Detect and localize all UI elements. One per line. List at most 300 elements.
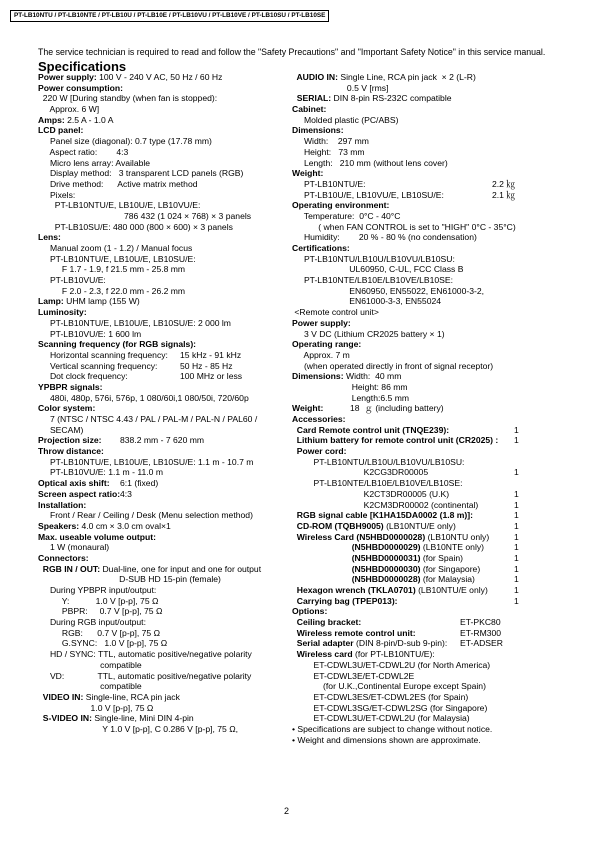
spec-text: [292, 232, 477, 243]
spec-line: [38, 617, 288, 628]
spec-text: [38, 457, 253, 468]
spec-text: [292, 296, 441, 307]
spec-value: EN61000-3-3, EN55024: [292, 296, 442, 307]
spec-line: [38, 606, 288, 617]
spec-line: [292, 671, 582, 682]
spec-line: [38, 136, 288, 147]
spec-text: [292, 361, 493, 372]
spec-text: [38, 243, 192, 254]
spec-text: [292, 125, 344, 136]
spec-line: [38, 243, 288, 254]
spec-value: K2CG3DR00005: [292, 467, 429, 478]
spec-label: Serial adapter: [292, 638, 354, 649]
spec-text: [292, 532, 489, 543]
spec-text: [292, 307, 379, 318]
spec-text: [292, 617, 361, 628]
spec-line: [292, 72, 582, 83]
spec-line: [38, 564, 288, 575]
spec-value: K2CM3DR00002 (continental): [292, 499, 479, 510]
spec-text: [292, 286, 484, 297]
spec-text: [292, 72, 476, 83]
spec-line: [292, 104, 582, 115]
spec-text: [292, 681, 486, 692]
spec-value: K2CT3DR00005 (U.K): [292, 488, 450, 499]
spec-value: Approx. 7 m: [292, 349, 350, 360]
spec-line: [292, 660, 582, 671]
model-header: PT-LB10NTU / PT-LB10NTE / PT-LB10U / PT-LB10E / PT-LB10VU / PT-LB10VE / PT-LB10SU / PT-LB10SE: [10, 10, 329, 22]
spec-line: [292, 467, 582, 478]
spec-text: [292, 339, 361, 350]
spec-line: [38, 681, 288, 692]
spec-value: Drive method: Active matrix method: [38, 178, 198, 189]
spec-value: 1: [514, 435, 519, 446]
spec-text: [38, 628, 160, 639]
spec-value: (LB10NTU/E only): [383, 520, 456, 531]
spec-label: Screen aspect ratio:: [38, 488, 121, 499]
spec-text: [292, 435, 498, 446]
spec-text: [38, 660, 142, 671]
spec-text: [292, 564, 480, 575]
spec-line: [292, 457, 582, 468]
spec-value: Width: 297 mm: [292, 136, 369, 147]
spec-line: [38, 425, 288, 436]
spec-line: [292, 585, 582, 596]
spec-value: PT-LB10NTU/E:: [292, 178, 366, 189]
spec-label: Power cord:: [292, 446, 347, 457]
spec-line: [292, 168, 582, 179]
spec-label: Lens:: [38, 232, 61, 243]
spec-line: [292, 617, 582, 628]
spec-label: Weight:: [292, 168, 324, 179]
spec-label: VIDEO IN:: [38, 691, 84, 702]
spec-text: [38, 190, 75, 201]
spec-value: 7 (NTSC / NTSC 4.43 / PAL / PAL-M / PAL-N / PAL60 /: [38, 414, 258, 424]
spec-line: [292, 414, 582, 425]
spec-label: Operating range:: [292, 339, 362, 350]
spec-line: [292, 489, 582, 500]
spec-text: [38, 500, 86, 511]
spec-value: 1.0 V [p-p], 75 Ω: [38, 702, 154, 713]
spec-label: (N5HBD0000031): [292, 552, 421, 563]
spec-label: Throw distance:: [38, 446, 104, 457]
spec-text: [38, 361, 157, 372]
spec-text: [38, 307, 87, 318]
spec-value: 2.2 ㎏: [492, 178, 515, 189]
spec-text: [38, 553, 89, 564]
spec-value: ET-CDWL3SG/ET-CDWL2SG (for Singapore): [292, 702, 488, 713]
spec-line: [38, 414, 288, 425]
spec-line: [292, 232, 582, 243]
spec-line: [292, 222, 582, 233]
page-number: 2: [284, 806, 290, 816]
specs-left-column: [38, 72, 288, 735]
spec-value: F 2.0 - 2.3, f 22.0 mm - 26.2 mm: [38, 285, 186, 296]
spec-value: PT-LB10VU/E:: [38, 275, 106, 286]
spec-label: (N5HBD0000029): [292, 542, 421, 553]
spec-value: PT-LB10U/E, LB10VU/E, LB10SU/E:: [292, 189, 444, 200]
spec-label: Speakers:: [38, 520, 80, 531]
spec-value: (for PT-LB10NTU/E):: [352, 649, 435, 660]
spec-line: [38, 158, 288, 169]
spec-line: [292, 147, 582, 158]
spec-line: [38, 692, 288, 703]
spec-label: Wireless Card (N5HBD0000028): [292, 531, 426, 542]
spec-line: [292, 564, 582, 575]
spec-line: [292, 83, 582, 94]
spec-line: [292, 628, 582, 639]
spec-value: PBPR: 0.7 V [p-p], 75 Ω: [38, 606, 163, 617]
spec-label: Amps:: [38, 114, 65, 125]
spec-value: ( when FAN CONTROL is set to "HIGH" 0°C - 35°C): [292, 221, 516, 232]
spec-text: [38, 329, 141, 340]
spec-text: [38, 532, 156, 543]
spec-text: [292, 318, 351, 329]
spec-line: [38, 179, 288, 190]
spec-line: [292, 158, 582, 169]
spec-value: 220 W [During standby (when fan is stopped):: [38, 93, 218, 104]
spec-value: 100 V - 240 V AC, 50 Hz / 60 Hz: [96, 72, 223, 82]
spec-value: Front / Rear / Ceiling / Desk (Menu selection method): [38, 510, 253, 521]
spec-label: Accessories:: [292, 414, 346, 424]
spec-line: [292, 521, 582, 532]
spec-label: Weight:: [292, 403, 324, 414]
spec-label: AUDIO IN:: [292, 72, 338, 82]
spec-line: [292, 435, 582, 446]
spec-value: 1: [514, 542, 519, 553]
spec-text: [292, 104, 326, 115]
spec-value: ET-ADSER: [460, 638, 503, 649]
spec-line: [292, 681, 582, 692]
spec-line: [292, 307, 582, 318]
spec-label: Hexagon wrench (TKLA0701): [292, 585, 416, 595]
spec-label: Projection size:: [38, 435, 102, 446]
spec-line: [38, 649, 288, 660]
spec-line: [38, 521, 288, 532]
spec-value: D-SUB HD 15-pin (female): [38, 574, 221, 585]
spec-line: [292, 179, 582, 190]
spec-line: [292, 371, 582, 382]
spec-value: ET-CDWL3E/ET-CDWL2E: [292, 670, 415, 681]
spec-label: Wireless remote control unit:: [292, 627, 416, 638]
spec-value: 15 kHz - 91 kHz: [180, 349, 242, 360]
spec-text: [38, 168, 243, 179]
spec-value: Single Line, RCA pin jack × 2 (L-R): [338, 72, 476, 82]
spec-text: [38, 489, 120, 500]
spec-value: HD / SYNC: TTL, automatic positive/negative polarity: [38, 649, 252, 660]
spec-text: [38, 318, 231, 329]
spec-value: (DIN 8-pin/D-sub 9-pin):: [353, 638, 448, 649]
spec-line: [38, 574, 288, 585]
spec-value: PT-LB10NTU/LB10U/LB10VU/LB10SU:: [292, 253, 455, 264]
spec-line: [292, 318, 582, 329]
safety-notice: The service technician is required to read and follow the "Safety Precautions" and "Important Safety Notice" in this service manual.: [38, 47, 546, 57]
spec-label: SERIAL:: [292, 93, 332, 104]
spec-line: [38, 254, 288, 265]
spec-text: [38, 158, 150, 169]
spec-line: [38, 83, 288, 94]
spec-text: [38, 692, 180, 703]
spec-label: RGB IN / OUT:: [38, 563, 101, 574]
spec-text: [292, 446, 346, 457]
spec-text: [292, 136, 369, 147]
spec-text: [292, 574, 475, 585]
spec-value: (LB10NTU only): [425, 531, 490, 542]
spec-value: 50 Hz - 85 Hz: [180, 360, 233, 371]
spec-line: [38, 457, 288, 468]
spec-label: Operating environment:: [292, 200, 390, 211]
spec-value: (for U.K.,Continental Europe except Spain): [292, 681, 486, 692]
spec-text: [292, 510, 473, 521]
spec-value: 1: [514, 585, 519, 595]
spec-text: [38, 638, 167, 649]
spec-value: PT-LB10SU/E: 480 000 (800 × 600) × 3 panels: [38, 221, 233, 232]
spec-line: [38, 72, 288, 83]
spec-label: Power consumption:: [38, 82, 123, 93]
spec-label: LCD panel:: [38, 125, 84, 136]
spec-line: [38, 125, 288, 136]
spec-text: [292, 703, 487, 714]
spec-line: [292, 264, 582, 275]
spec-line: [292, 254, 582, 265]
spec-label: Cabinet:: [292, 104, 327, 115]
spec-value: PT-LB10NTE/LB10E/LB10VE/LB10SE:: [292, 478, 463, 489]
spec-text: [292, 115, 399, 126]
spec-label: Wireless card: [292, 649, 353, 660]
spec-value: During YPBPR input/output:: [38, 585, 157, 595]
spec-line: [292, 638, 582, 649]
spec-line: [292, 649, 582, 660]
spec-text: [38, 585, 156, 596]
spec-line: [38, 671, 288, 682]
spec-label: Luminosity:: [38, 307, 87, 318]
spec-line: [292, 692, 582, 703]
spec-line: [38, 478, 288, 489]
spec-text: [38, 211, 251, 222]
spec-text: [38, 125, 83, 136]
spec-line: [38, 93, 288, 104]
spec-value: RGB: 0.7 V [p-p], 75 Ω: [38, 627, 161, 638]
spec-line: [38, 467, 288, 478]
spec-line: [292, 211, 582, 222]
spec-line: [292, 275, 582, 286]
spec-value: 1: [514, 488, 519, 499]
spec-value: 1: [514, 424, 519, 435]
spec-value: Y 1.0 V [p-p], C 0.286 V [p-p], 75 Ω,: [38, 723, 239, 734]
spec-text: [38, 179, 198, 190]
spec-text: [38, 510, 253, 521]
spec-text: [292, 190, 444, 201]
spec-text: [38, 222, 233, 233]
spec-text: [292, 371, 401, 382]
spec-text: [38, 681, 142, 692]
spec-value: compatible: [38, 659, 142, 670]
spec-value: Temperature: 0°C - 40°C: [292, 210, 401, 221]
spec-line: [38, 500, 288, 511]
spec-label: CD-ROM (TQBH9005): [292, 520, 384, 531]
spec-value: 786 432 (1 024 × 768) × 3 panels: [38, 210, 252, 221]
spec-line: [38, 200, 288, 211]
spec-text: [38, 339, 196, 350]
spec-line: [38, 296, 288, 307]
spec-value: Length: 210 mm (without lens cover): [292, 157, 448, 168]
spec-line: [38, 339, 288, 350]
spec-value: 1: [514, 595, 519, 606]
spec-line: [292, 190, 582, 201]
spec-line: [292, 286, 582, 297]
spec-label: Scanning frequency (for RGB signals):: [38, 339, 197, 350]
spec-value: (LB10NTU/E only): [415, 585, 488, 595]
spec-text: [292, 606, 327, 617]
spec-value: 4:3: [120, 488, 132, 499]
spec-text: [292, 425, 449, 436]
spec-text: [292, 596, 398, 607]
spec-label: Optical axis shift:: [38, 478, 110, 489]
spec-value: During RGB input/output:: [38, 617, 146, 628]
spec-value: Display method: 3 transparent LCD panels (RGB): [38, 168, 244, 179]
spec-text: [38, 606, 162, 617]
spec-label: YPBPR signals:: [38, 381, 103, 392]
spec-text: [292, 275, 453, 286]
spec-text: [38, 542, 109, 553]
spec-text: [292, 713, 470, 724]
spec-text: [38, 147, 128, 158]
spec-value: 1: [514, 499, 519, 510]
spec-line: [38, 585, 288, 596]
spec-value: • Specifications are subject to change without notice.: [292, 723, 493, 734]
spec-line: [292, 361, 582, 372]
spec-label: Certifications:: [292, 243, 350, 253]
spec-value: ET-RM300: [460, 627, 502, 638]
spec-line: [292, 574, 582, 585]
spec-value: EN60950, EN55022, EN61000-3-2,: [292, 285, 485, 296]
spec-text: [292, 200, 389, 211]
spec-line: [38, 168, 288, 179]
spec-text: [38, 649, 252, 660]
spec-text: [38, 382, 102, 393]
spec-text: [292, 735, 481, 746]
spec-value: Height: 86 mm: [292, 381, 408, 392]
spec-text: [292, 254, 455, 265]
spec-text: [38, 275, 106, 286]
spec-line: [292, 243, 582, 254]
spec-text: [38, 286, 185, 297]
spec-line: [38, 361, 288, 372]
spec-text: [38, 371, 128, 382]
spec-line: [38, 147, 288, 158]
spec-text: [38, 425, 83, 436]
spec-line: [38, 350, 288, 361]
spec-value: Length:6.5 mm: [292, 392, 410, 403]
spec-value: Y: 1.0 V [p-p], 75 Ω: [38, 595, 159, 606]
spec-value: 2.5 A - 1.0 A: [64, 114, 114, 125]
spec-text: [38, 232, 61, 243]
spec-label: Lamp:: [38, 296, 64, 307]
spec-line: [38, 318, 288, 329]
spec-text: [38, 296, 140, 307]
spec-line: [38, 190, 288, 201]
spec-line: [292, 115, 582, 126]
spec-value: Single-line, RCA pin jack: [83, 691, 180, 702]
spec-line: [292, 713, 582, 724]
spec-text: [292, 649, 435, 660]
spec-line: [38, 275, 288, 286]
spec-line: [292, 478, 582, 489]
spec-line: [292, 125, 582, 136]
spec-line: [292, 350, 582, 361]
page-title: Specifications: [38, 59, 127, 74]
spec-text: [292, 489, 449, 500]
spec-value: Vertical scanning frequency:: [38, 360, 158, 371]
spec-line: [292, 403, 582, 414]
spec-line: [292, 200, 582, 211]
spec-value: 2.1 ㎏: [492, 189, 515, 200]
spec-label: Options:: [292, 606, 328, 617]
spec-value: 838.2 mm - 7 620 mm: [120, 435, 205, 446]
spec-text: [292, 211, 400, 222]
spec-label: Card Remote control unit (TNQE239):: [292, 424, 450, 435]
spec-value: PT-LB10NTU/E, LB10U/E, LB10VU/E:: [38, 200, 201, 211]
spec-label: Lithium battery for remote control unit (CR2025) :: [292, 435, 499, 446]
spec-line: [38, 703, 288, 714]
spec-line: [38, 115, 288, 126]
spec-text: [292, 393, 409, 404]
spec-line: [38, 553, 288, 564]
spec-line: [38, 638, 288, 649]
spec-text: [292, 147, 365, 158]
spec-value: 1 W (monaural): [38, 542, 110, 553]
spec-text: [292, 382, 408, 393]
spec-text: [292, 403, 323, 414]
spec-text: [38, 72, 222, 83]
spec-text: [38, 93, 217, 104]
spec-value: UL60950, C-UL, FCC Class B: [292, 264, 464, 275]
spec-text: [292, 414, 346, 425]
spec-text: [292, 660, 490, 671]
spec-text: [292, 264, 463, 275]
spec-value: 1: [514, 520, 519, 531]
spec-text: [292, 329, 445, 340]
spec-label: Dimensions:: [292, 125, 344, 136]
spec-label: Installation:: [38, 499, 87, 510]
spec-text: [292, 542, 484, 553]
spec-line: [38, 286, 288, 297]
spec-label: Connectors:: [38, 552, 89, 563]
spec-value: 1: [514, 467, 519, 478]
spec-line: [38, 232, 288, 243]
spec-line: [292, 446, 582, 457]
spec-line: [38, 371, 288, 382]
spec-value: 4.0 cm × 3.0 cm oval×1: [79, 520, 171, 531]
spec-line: [38, 532, 288, 543]
spec-line: [292, 93, 582, 104]
spec-line: [38, 264, 288, 275]
spec-text: [292, 179, 366, 190]
spec-text: [38, 200, 200, 211]
spec-value: ET-CDWL3U/ET-CDWL2U (for North America): [292, 659, 491, 670]
spec-text: [292, 350, 350, 361]
spec-text: [292, 243, 350, 254]
spec-line: [292, 296, 582, 307]
spec-value: 1: [514, 563, 519, 574]
spec-text: [38, 521, 171, 532]
spec-line: [292, 596, 582, 607]
spec-value: (for Spain): [420, 552, 463, 563]
spec-value: • Weight and dimensions shown are approximate.: [292, 734, 481, 745]
spec-value: ET-CDWL3U/ET-CDWL2U (for Malaysia): [292, 713, 470, 724]
spec-text: [292, 93, 452, 104]
spec-label: S-VIDEO IN:: [38, 713, 92, 724]
spec-text: [38, 703, 153, 714]
